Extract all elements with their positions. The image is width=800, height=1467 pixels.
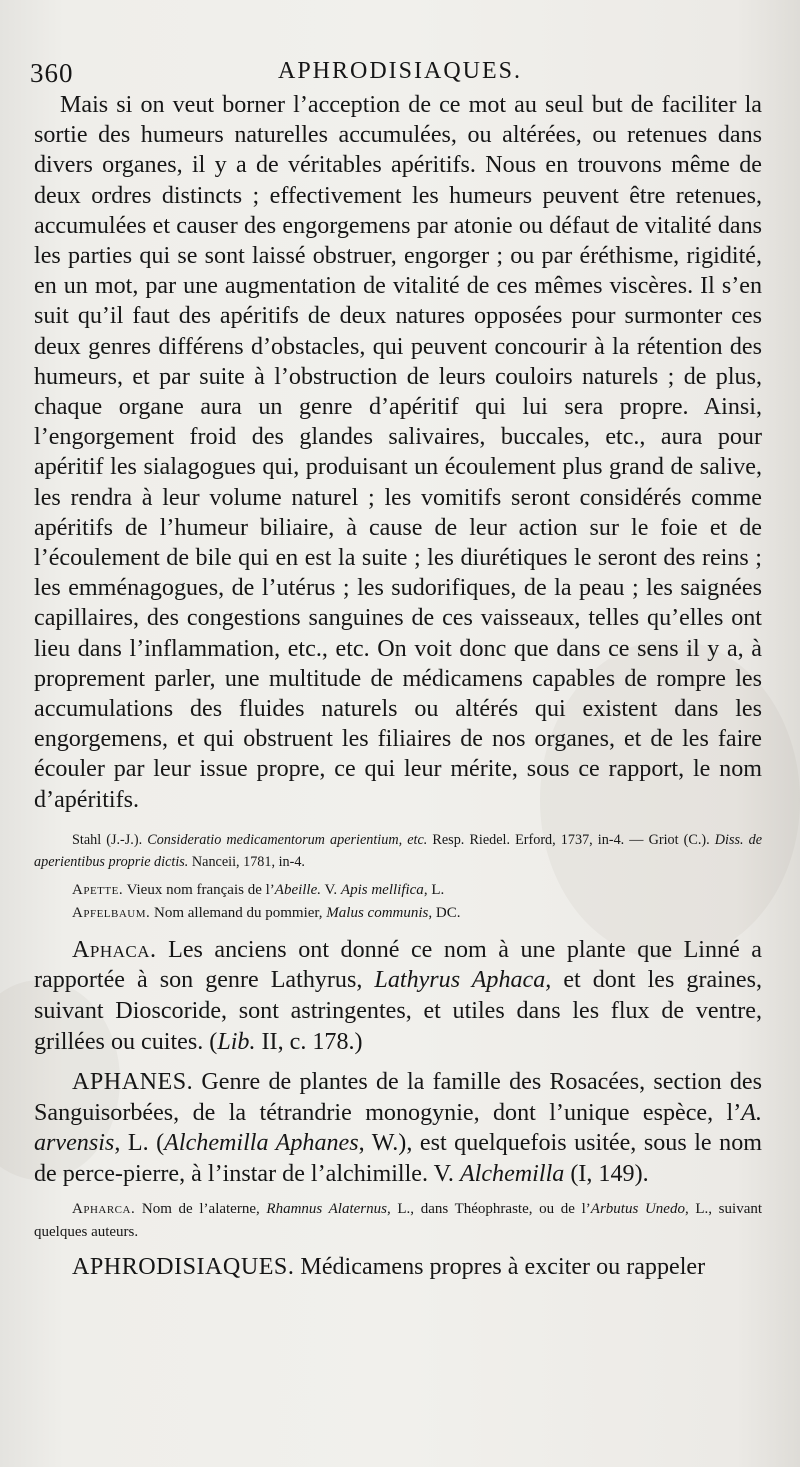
page-header <box>30 52 770 92</box>
page-number: 360 <box>30 58 74 88</box>
reference-item: Stahl (J.-J.). Consideratio medicamentorum aperientium, etc. Resp. Riedel. Erford, 1737, in-4. — Griot (C.). Diss. de aperientibus proprie dictis. Nanceii, 1781, in-4. <box>34 831 763 870</box>
references-block <box>34 829 762 873</box>
main-paragraph: Mais si on veut borner l’acception de ce mot au seul but de faciliter la sortie des humeurs naturelles accumulées, ou altérées, ou retenues dans divers organes, il y a de véritables apéritifs. Nous en trouvons même de deux ordres distincts ; effectivement les humeurs peuvent être retenues, accumulées et causer des engorgemens par atonie ou défaut de vitalité dans les parties qui se sont laissé obstruer, engorger ; ou par éréthisme, rigidité, en un mot, par une augmentation de vitalité de ces mêmes viscères. Il s’en suit qu’il faut des apéritifs de deux natures opposées pour surmonter ces deux genres différens d’obstacles, qui peuvent concourir à la rétention des humeurs, et par suite à l’obstruction de leurs couloirs naturels ; de plus, chaque organe aura un genre d’apéritif qui lui sera propre. Ainsi, l’engorgement froid des glandes salivaires, buccales, etc., aura pour apéritif les sialagogues qui, produisant un écoulement plus grand de salive, les rendra à leur volume naturel ; les vomitifs seront considérés comme apéritifs de l’humeur biliaire, à cause de leur action sur le foie et de l’écoulement de bile qui en est la suite ; les diurétiques le seront des reins ; les emménagogues, de l’utérus ; les sudorifiques, de la peau ; les saignées capillaires, des congestions sanguines de ces vaisseaux, telles qu’elles ont lieu dans l’inflammation, etc., etc. On voit donc que dans ce sens il y a, à proprement parler, une multitude de médicamens capables de rompre les accumulations des fluides naturels ou altérés qui existent dans les engorgemens, et qui obstruent les filiaires de nos organes, et de les faire écouler par leur issue propre, ce qui leur mérite, sous ce rapport, le nom d’apéritifs. <box>34 92 762 813</box>
entry-apette: Apette. Vieux nom français de l’Abeille. V. Apis mellifica, L. <box>72 881 445 898</box>
entry-aphaca: Aphaca. Les anciens ont donné ce nom à une plante que Linné a rapportée à son genre Lathyrus, Lathyrus Aphaca, et dont les graines, suivant Dioscoride, sont astringentes, et utiles dans les flux de ventre, grillées ou cuites. (Lib. II, c. 178.) <box>34 936 762 1055</box>
running-head: APHRODISIAQUES. <box>277 58 523 84</box>
entry-headword: Apfelbaum. <box>72 904 151 921</box>
body-text <box>34 90 762 1282</box>
entry-headword: Apharca. <box>72 1200 136 1217</box>
entry-aphrodisiaques: APHRODISIAQUES. Médicamens propres à exciter ou rappeler <box>72 1253 706 1280</box>
entry-headword: Apette. <box>72 881 124 898</box>
entry-headword: APHRODISIAQUES. <box>72 1253 295 1280</box>
entry-apfelbaum: Apfelbaum. Nom allemand du pommier, Malus communis, DC. <box>72 904 461 921</box>
entry-headword: APHANES. <box>72 1069 194 1096</box>
entry-apharca: Apharca. Nom de l’alaterne, Rhamnus Alaternus, L., dans Théophraste, ou de l’Arbutus Unedo, L., suivant quelques auteurs. <box>34 1200 763 1240</box>
entry-headword: Aphaca. <box>72 936 157 963</box>
entry-aphanes: APHANES. Genre de plantes de la famille des Rosacées, section des Sanguisorbées, de la tétrandrie monogynie, dont l’unique espèce, l’A. arvensis, L. (Alchemilla Aphanes, W.), est quelquefois usitée, sous le nom de perce-pierre, à l’instar de l’alchimille. V. Alchemilla (I, 149). <box>34 1069 762 1188</box>
